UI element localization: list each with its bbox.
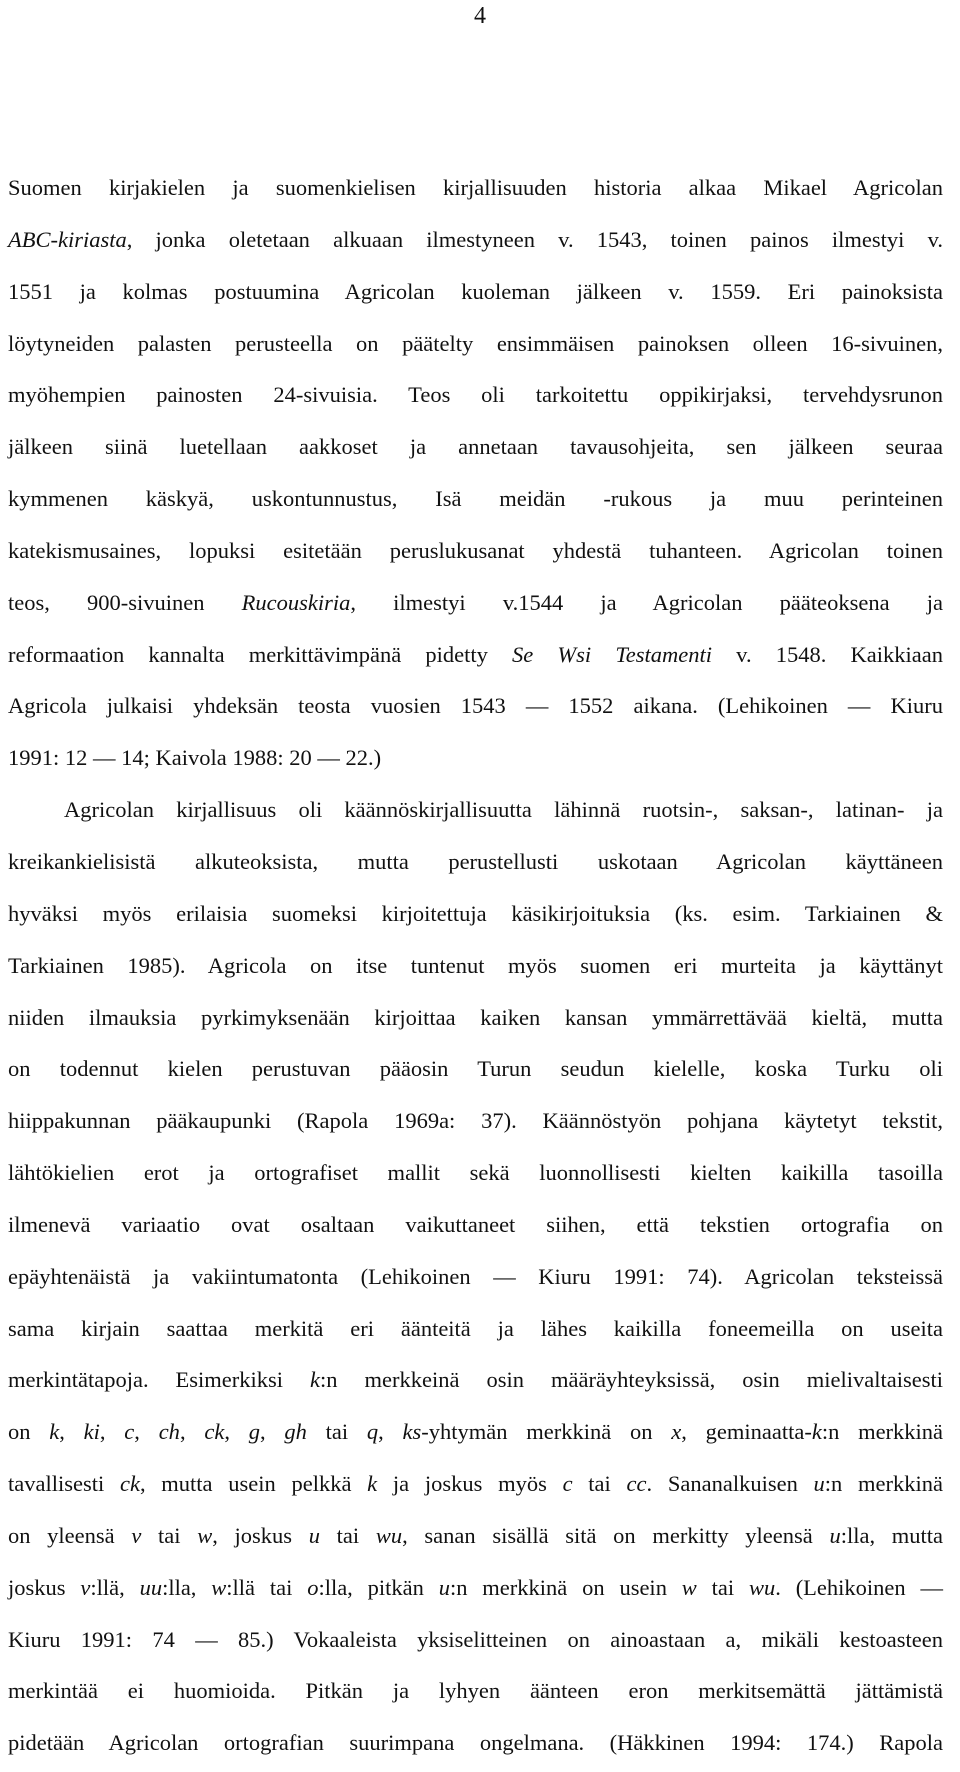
text-run: lähtökielien erot ja ortografiset mallit sekä luonnollisesti kielten kaikilla tasoilla (8, 1160, 943, 1186)
text-run: Agricola julkaisi yhdeksän teosta vuosien 1543 — 1552 aikana. (Lehikoinen — Kiuru (8, 693, 943, 719)
text-line (8, 424, 943, 476)
text-line (8, 943, 943, 995)
italic-term: k (811, 1419, 822, 1445)
text-line (8, 632, 943, 684)
text-run: , joskus (212, 1522, 309, 1548)
text-line (8, 683, 943, 735)
text-run: , (59, 1419, 84, 1445)
text-run: Kiuru 1991: 74 — 85.) Vokaaleista yksiselitteinen on ainoastaan a, mikäli kestoasteen (8, 1626, 943, 1652)
italic-term: ki (83, 1419, 100, 1445)
text-line (8, 1720, 943, 1772)
text-run: , jonka oletetaan alkuaan ilmestyneen v. 1543, toinen painos ilmestyi v. (126, 226, 943, 252)
text-line (8, 321, 943, 373)
italic-term: u (308, 1522, 320, 1548)
text-run: merkintää ei huomioida. Pitkän ja lyhyen äänteen eron merkitsemättä jättämistä (8, 1678, 943, 1704)
text-run: :n merkkinä (821, 1419, 944, 1445)
text-line (8, 1565, 943, 1617)
text-line (8, 269, 943, 321)
text-line (8, 1617, 943, 1669)
text-run: ilmenevä variaatio ovat osaltaan vaikuttaneet siihen, että tekstien ortografia on (8, 1211, 943, 1237)
text-run: , geminaatta- (681, 1419, 812, 1445)
text-run: on todennut kielen perustuvan pääosin Turun seudun kielelle, koska Turku oli (8, 1056, 943, 1082)
text-run: pidetään Agricolan ortografian suurimpana ongelmana. (Häkkinen 1994: 174.) Rapola (8, 1730, 943, 1756)
body-text (8, 165, 943, 1772)
text-line (8, 1150, 943, 1202)
text-run: tavallisesti (8, 1471, 120, 1497)
italic-term: c (562, 1471, 573, 1497)
text-run: , (99, 1419, 125, 1445)
italic-term: v (131, 1522, 142, 1548)
italic-term: wu (375, 1522, 403, 1548)
italic-term: v (80, 1574, 91, 1600)
text-line (8, 1461, 943, 1513)
italic-term: x (671, 1419, 682, 1445)
text-run: tai (306, 1419, 367, 1445)
text-line (8, 1513, 943, 1565)
text-run: tai (696, 1574, 749, 1600)
text-run: , (179, 1419, 205, 1445)
text-line (8, 839, 943, 891)
italic-term: w (197, 1522, 213, 1548)
italic-term: ck (119, 1471, 140, 1497)
italic-term: g (248, 1419, 260, 1445)
text-run: :lla, (162, 1574, 212, 1600)
text-line (8, 372, 943, 424)
text-run: , (259, 1419, 285, 1445)
text-run: on yleensä (8, 1522, 132, 1548)
text-line (8, 995, 943, 1047)
italic-term: w (211, 1574, 227, 1600)
text-line (8, 1357, 943, 1409)
text-line (8, 735, 943, 787)
text-line (8, 1254, 943, 1306)
text-line (8, 1668, 943, 1720)
text-line (8, 787, 943, 839)
text-run: 1991: 12 — 14; Kaivola 1988: 20 — 22.) (8, 745, 382, 771)
text-run: , mutta usein pelkkä (139, 1471, 368, 1497)
text-run: :n merkkinä on usein (449, 1574, 682, 1600)
text-run: tai (572, 1471, 627, 1497)
text-run: , ilmestyi v.1544 ja Agricolan pääteoksena ja (350, 589, 943, 615)
text-line (8, 891, 943, 943)
text-run: . Sananalkuisen (646, 1471, 814, 1497)
text-run: on (8, 1419, 50, 1445)
text-run: v. 1548. Kaikkiaan (712, 641, 943, 667)
text-run: . (Lehikoinen — (775, 1574, 943, 1600)
text-line (8, 476, 943, 528)
text-run: hyväksi myös erilaisia suomeksi kirjoitettuja käsikirjoituksia (ks. esim. Tarkiainen & (8, 900, 943, 926)
text-run: , (134, 1419, 159, 1445)
page-number: 4 (474, 3, 486, 29)
text-line (8, 1409, 943, 1461)
text-run: -yhtymän merkkinä on (421, 1419, 672, 1445)
italic-term: Se Wsi Testamenti (512, 641, 712, 667)
italic-term: ck (204, 1419, 225, 1445)
italic-term: ch (158, 1419, 180, 1445)
text-line (8, 1306, 943, 1358)
text-run: Tarkiainen 1985). Agricola on itse tuntenut myös suomen eri murteita ja käyttänyt (8, 952, 943, 978)
italic-term: uu (139, 1574, 163, 1600)
text-run: tai (319, 1522, 376, 1548)
text-line (8, 528, 943, 580)
italic-term: u (829, 1522, 841, 1548)
italic-term: Rucouskiria (241, 589, 351, 615)
text-run: , (224, 1419, 249, 1445)
text-line (8, 165, 943, 217)
text-run: 1551 ja kolmas postuumina Agricolan kuoleman jälkeen v. 1559. Eri painoksista (8, 278, 943, 304)
text-run: löytyneiden palasten perusteella on päätelty ensimmäisen painoksen olleen 16-sivuinen, (8, 330, 943, 356)
text-run: teos, 900-sivuinen (8, 589, 242, 615)
text-run: katekismusaines, lopuksi esitetään peruslukusanat yhdestä tuhanteen. Agricolan toinen (8, 537, 943, 563)
text-run: ja joskus myös (377, 1471, 563, 1497)
text-run: , sanan sisällä sitä on merkitty yleensä (402, 1522, 830, 1548)
italic-term: w (681, 1574, 697, 1600)
italic-term: k (49, 1419, 60, 1445)
text-run: kymmenen käskyä, uskontunnustus, Isä meidän -rukous ja muu perinteinen (8, 486, 943, 512)
italic-term: k (310, 1367, 321, 1393)
italic-term: cc (626, 1471, 647, 1497)
italic-term: u (438, 1574, 450, 1600)
text-run: epäyhtenäistä ja vakiintumatonta (Lehikoinen — Kiuru 1991: 74). Agricolan teksteissä (8, 1263, 943, 1289)
italic-term: q (366, 1419, 379, 1445)
italic-term: o (307, 1574, 319, 1600)
text-run: , (378, 1419, 403, 1445)
text-run: :n merkkinä (824, 1471, 943, 1497)
text-run: kreikankielisistä alkuteoksista, mutta perustellusti uskotaan Agricolan käyttäneen (8, 848, 943, 874)
text-run: hiippakunnan pääkaupunki (Rapola 1969a: 37). Käännöstyön pohjana käytetyt tekstit, (8, 1108, 943, 1134)
italic-term: gh (284, 1419, 307, 1445)
text-run: sama kirjain saattaa merkitä eri äänteitä ja lähes kaikilla foneemeilla on useita (8, 1315, 943, 1341)
italic-term: ks (402, 1419, 422, 1445)
italic-term: u (813, 1471, 825, 1497)
text-run: niiden ilmauksia pyrkimyksenään kirjoittaa kaiken kansan ymmärrettävää kieltä, mutta (8, 1004, 943, 1030)
italic-term: k (367, 1471, 378, 1497)
italic-term: ABC-kiriasta (8, 226, 127, 252)
text-line (8, 1046, 943, 1098)
text-run: :n merkkeinä osin määräyhteyksissä, osin mielivaltaisesti (320, 1367, 944, 1393)
paragraph (8, 787, 943, 1772)
text-run: :llä tai (226, 1574, 308, 1600)
text-run: merkintätapoja. Esimerkiksi (8, 1367, 311, 1393)
text-run: myöhempien painosten 24-sivuisia. Teos oli tarkoitettu oppikirjaksi, tervehdysrunon (8, 382, 943, 408)
italic-term: c (124, 1419, 135, 1445)
text-run: :lla, pitkän (318, 1574, 439, 1600)
text-run: Suomen kirjakielen ja suomenkielisen kirjallisuuden historia alkaa Mikael Agricolan (8, 175, 943, 200)
text-line (8, 1202, 943, 1254)
text-line (8, 217, 943, 269)
text-run: joskus (8, 1574, 81, 1600)
text-run: Agricolan kirjallisuus oli käännöskirjallisuutta lähinnä ruotsin-, saksan-, latinan- ja (64, 797, 943, 823)
text-line (8, 580, 943, 632)
text-line (8, 1098, 943, 1150)
paragraph (8, 165, 943, 787)
text-run: :llä, (90, 1574, 140, 1600)
text-run: tai (141, 1522, 198, 1548)
text-run: :lla, mutta (840, 1522, 943, 1548)
italic-term: wu (748, 1574, 776, 1600)
text-run: jälkeen siinä luetellaan aakkoset ja annetaan tavausohjeita, sen jälkeen seuraa (8, 434, 943, 460)
text-run: reformaation kannalta merkittävimpänä pidetty (8, 641, 512, 667)
